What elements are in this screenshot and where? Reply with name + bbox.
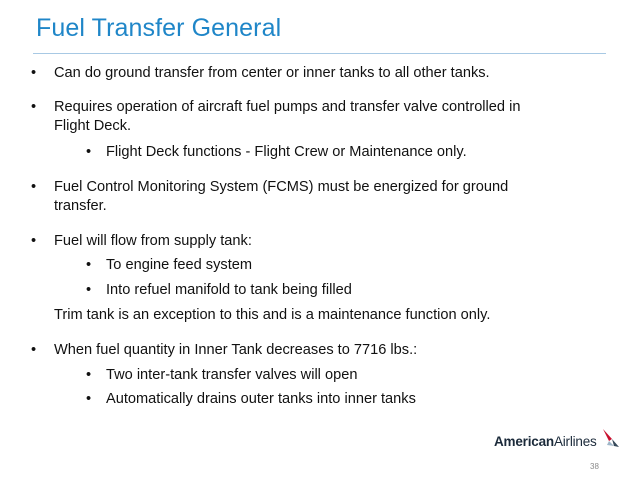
sub-bullet-text: Two inter-tank transfer valves will open (106, 367, 358, 383)
flight-symbol-icon (599, 427, 621, 449)
bullet-marker: • (31, 99, 37, 115)
sub-bullet-text: Automatically drains outer tanks into inner tanks (106, 391, 416, 407)
bullet-text: When fuel quantity in Inner Tank decreases to 7716 lbs.: (54, 342, 418, 358)
sub-bullet-text: To engine feed system (106, 257, 253, 273)
sub-bullet-text: Flight Deck functions - Flight Crew or Maintenance only. (106, 144, 467, 160)
bullet-text: Fuel Control Monitoring System (FCMS) must be energized for ground (54, 179, 509, 195)
bullet-text: Can do ground transfer from center or inner tanks to all other tanks. (54, 65, 490, 81)
sub-bullet-text: Into refuel manifold to tank being filled (106, 282, 352, 298)
sub-bullet-marker: • (86, 257, 92, 273)
bullet-text: Fuel will flow from supply tank: (54, 233, 252, 249)
bullet-marker: • (31, 342, 37, 358)
bullet-text: Requires operation of aircraft fuel pumps and transfer valve controlled in (54, 99, 521, 115)
logo-wordmark (494, 434, 597, 449)
bullet-marker: • (31, 65, 37, 81)
note-text: Trim tank is an exception to this and is a maintenance function only. (54, 307, 491, 323)
slide-title: Fuel Transfer General (36, 14, 282, 42)
bullet-text-continued: transfer. (54, 198, 107, 214)
logo-word-airlines: Airlines (553, 433, 597, 449)
bullet-marker: • (31, 233, 37, 249)
sub-bullet-marker: • (86, 282, 92, 298)
page-number: 38 (590, 462, 599, 471)
sub-bullet-marker: • (86, 391, 92, 407)
sub-bullet-marker: • (86, 367, 92, 383)
sub-bullet-marker: • (86, 144, 92, 160)
title-divider (33, 53, 606, 54)
american-airlines-logo (494, 433, 621, 449)
bullet-marker: • (31, 179, 37, 195)
logo-word-american: American (494, 433, 554, 449)
bullet-text-continued: Flight Deck. (54, 118, 132, 134)
